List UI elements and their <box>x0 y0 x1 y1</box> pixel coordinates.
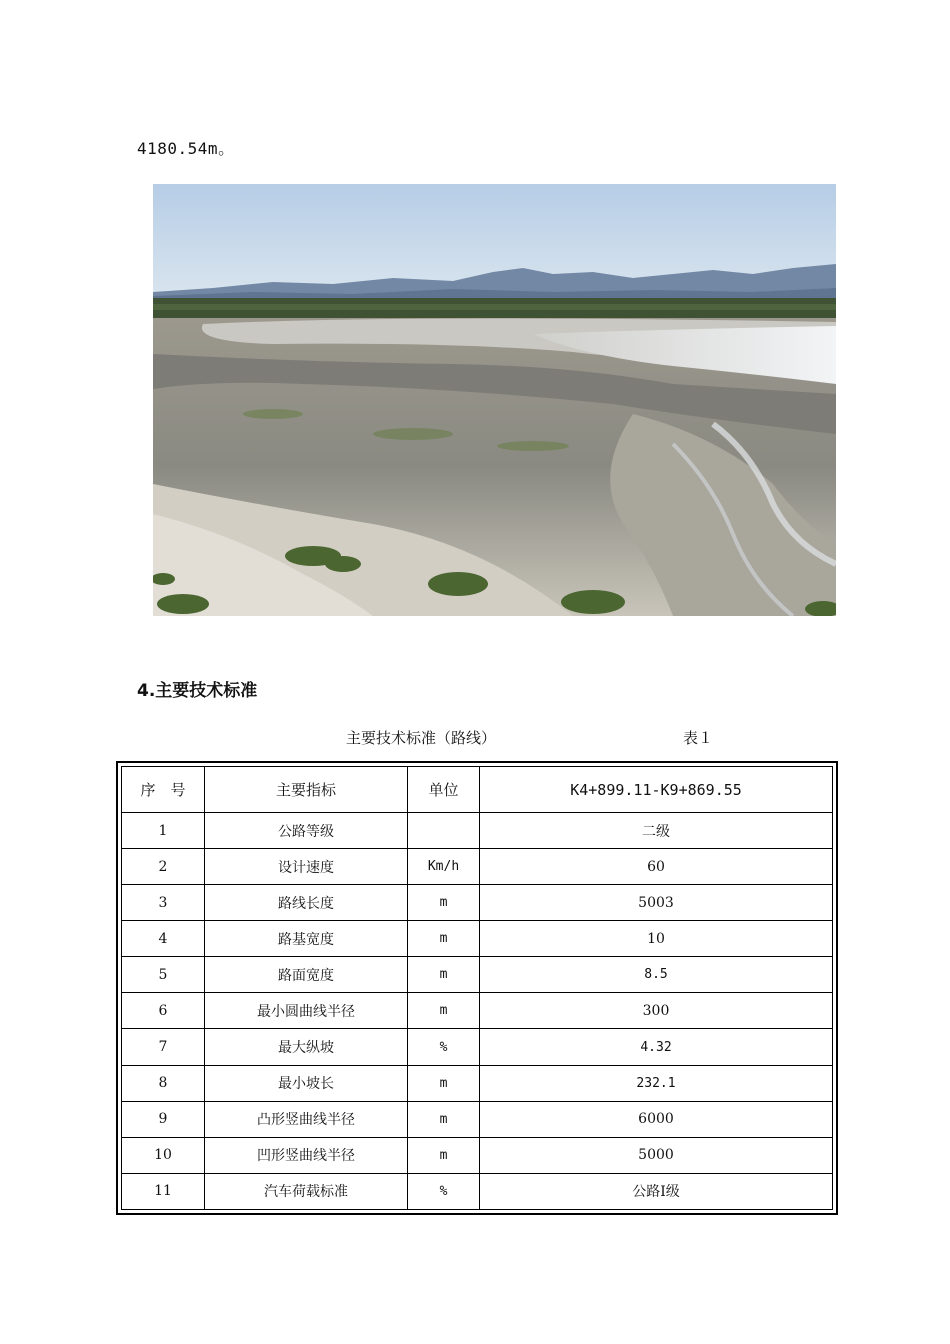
row-value: 232.1 <box>480 1065 833 1101</box>
row-unit: % <box>408 1029 480 1065</box>
row-no: 6 <box>122 993 205 1029</box>
row-unit: m <box>408 993 480 1029</box>
row-value: 5000 <box>480 1137 833 1173</box>
header-cell-value: K4+899.11-K9+869.55 <box>480 767 833 813</box>
row-no: 10 <box>122 1137 205 1173</box>
row-value: 60 <box>480 849 833 885</box>
row-unit: m <box>408 885 480 921</box>
row-no: 5 <box>122 957 205 993</box>
row-item: 路基宽度 <box>205 921 408 957</box>
table-row <box>122 921 833 957</box>
row-unit: m <box>408 1065 480 1101</box>
row-no: 9 <box>122 1101 205 1137</box>
table-row <box>122 1065 833 1101</box>
row-no: 11 <box>122 1173 205 1209</box>
row-unit: m <box>408 921 480 957</box>
row-unit: Km/h <box>408 849 480 885</box>
table-row <box>122 957 833 993</box>
row-unit <box>408 813 480 849</box>
row-item: 凹形竖曲线半径 <box>205 1137 408 1173</box>
row-item: 公路等级 <box>205 813 408 849</box>
header-cell-item: 主要指标 <box>205 767 408 813</box>
table-row <box>122 1101 833 1137</box>
row-no: 8 <box>122 1065 205 1101</box>
row-item: 凸形竖曲线半径 <box>205 1101 408 1137</box>
leading-text-fragment: 4180.54m。 <box>137 139 235 158</box>
row-item: 最小圆曲线半径 <box>205 993 408 1029</box>
section-heading: 4.主要技术标准 <box>137 681 258 701</box>
row-value: 300 <box>480 993 833 1029</box>
row-value: 10 <box>480 921 833 957</box>
row-unit: m <box>408 957 480 993</box>
row-value: 8.5 <box>480 957 833 993</box>
row-item: 路面宽度 <box>205 957 408 993</box>
table-row <box>122 1137 833 1173</box>
row-no: 7 <box>122 1029 205 1065</box>
riverbed-landscape-photo <box>153 184 836 616</box>
technical-standards-table <box>116 761 838 1215</box>
row-unit: m <box>408 1101 480 1137</box>
row-value: 公路Ⅰ级 <box>480 1173 833 1209</box>
table-header-row <box>122 767 833 813</box>
row-no: 4 <box>122 921 205 957</box>
table-row <box>122 813 833 849</box>
row-unit: m <box>408 1137 480 1173</box>
row-item: 路线长度 <box>205 885 408 921</box>
row-value: 二级 <box>480 813 833 849</box>
row-no: 3 <box>122 885 205 921</box>
table-row <box>122 849 833 885</box>
row-value: 5003 <box>480 885 833 921</box>
table-row <box>122 1173 833 1209</box>
row-value: 4.32 <box>480 1029 833 1065</box>
row-unit: % <box>408 1173 480 1209</box>
row-no: 1 <box>122 813 205 849</box>
row-item: 最小坡长 <box>205 1065 408 1101</box>
row-value: 6000 <box>480 1101 833 1137</box>
header-cell-unit: 单位 <box>408 767 480 813</box>
row-item: 汽车荷载标准 <box>205 1173 408 1209</box>
table-row <box>122 1029 833 1065</box>
row-item: 最大纵坡 <box>205 1029 408 1065</box>
row-no: 2 <box>122 849 205 885</box>
table-row <box>122 885 833 921</box>
table-row <box>122 993 833 1029</box>
row-item: 设计速度 <box>205 849 408 885</box>
header-cell-no: 序 号 <box>122 767 205 813</box>
table-caption: 主要技术标准（路线） <box>346 729 497 747</box>
table-number: 表１ <box>683 729 714 747</box>
